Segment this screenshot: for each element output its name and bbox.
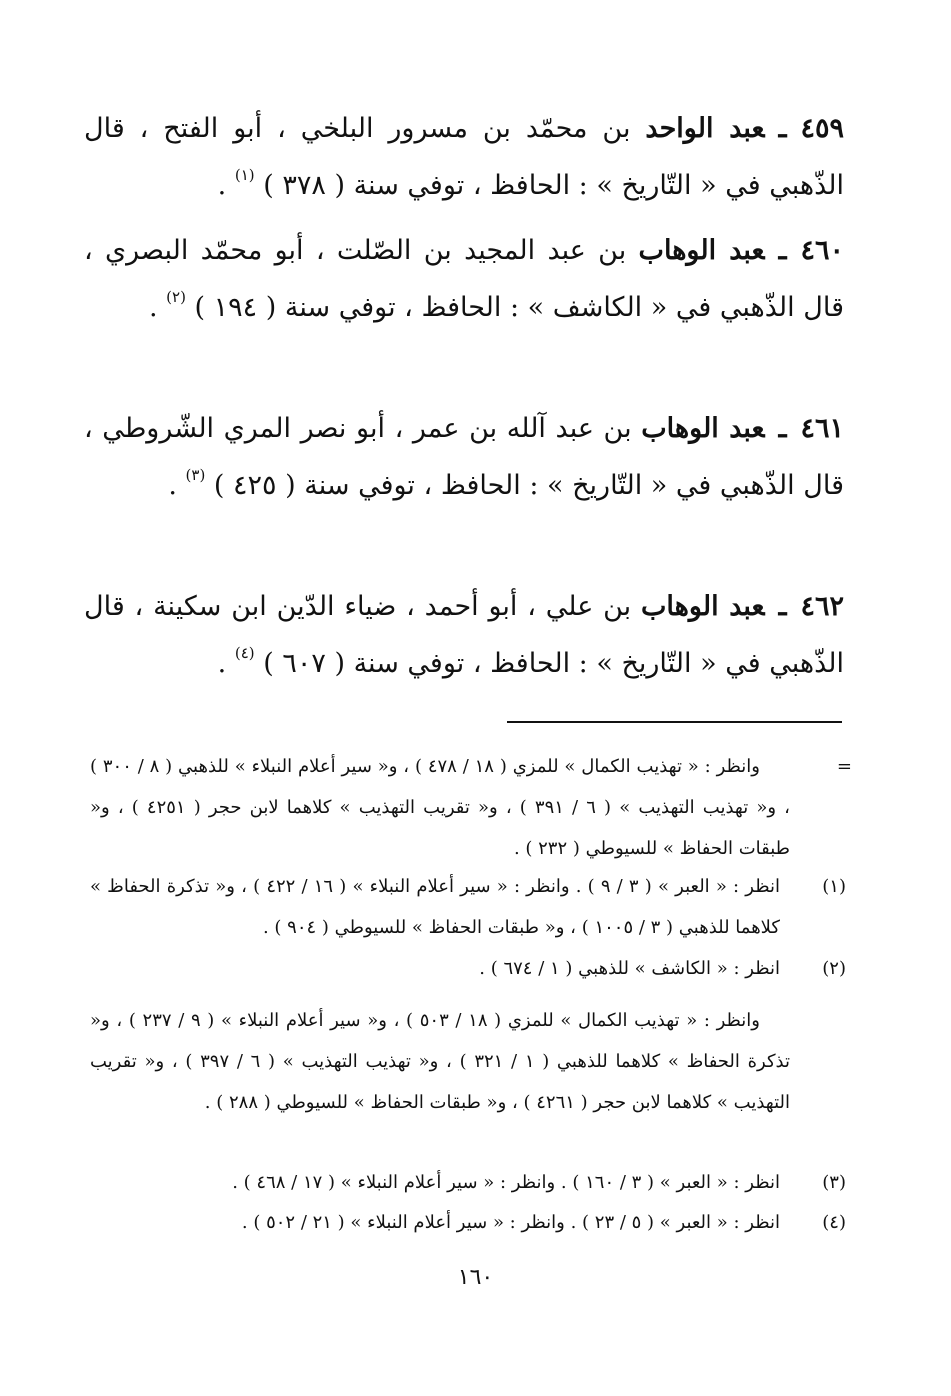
entry-dash: ـ (778, 591, 787, 622)
entry-end: . (148, 292, 158, 323)
footnote-2-continued: وانظر : « تهذيب الكمال » للمزي ( ١٨ / ٥٠٣ ) ، و« سير أعلام النبلاء » ( ٩ / ٢٣٧ ) ، و« تذكرة الحفاظ » كلاهما للذهبي ( ١ / ٣٢١ ) ، و« تهذيب التهذيب » ( ٦ / ٣٩٧ ) ، و« تقريب التهذيب » كلاهما لابن حجر ( ٤٢٦١ ) ، و« طبقات الحفاظ » للسيوطي ( ٢٨٨ ) . (90, 1010, 791, 1113)
entry-name: عبد الوهاب (638, 235, 765, 266)
footnote-label-4: (٤) (822, 1212, 846, 1233)
entry-dash: ـ (778, 113, 787, 144)
entry-text: بن علي ، أبو أحمد ، ضياء الدّين ابن سكينة ، قال الذّهبي في « التّاريخ » : الحافظ ، توفي سنة ( ٦٠٧ ) (84, 591, 844, 679)
footnote-1: انظر : « العبر » ( ٣ / ٩ ) . وانظر : « سير أعلام النبلاء » ( ١٦ / ٤٢٢ ) ، و« تذكرة الحفاظ » كلاهما للذهبي ( ٣ / ١٠٠٥ ) ، و« طبقات الحفاظ » للسيوطي ( ٩٠٤ ) . (90, 876, 780, 938)
footnote-label-1: (١) (822, 876, 846, 897)
footnote-ref[interactable]: (٤) (234, 644, 255, 662)
entry-number: ٤٦٢ (800, 591, 844, 622)
entry-459 (84, 100, 844, 214)
entry-number: ٤٦٠ (800, 235, 844, 266)
continued-marker: = (836, 756, 852, 777)
entry-dash: ـ (778, 235, 787, 266)
footnote-ref[interactable]: (١) (234, 166, 255, 184)
footnote-4: انظر : « العبر » ( ٥ / ٢٣ ) . وانظر : « سير أعلام النبلاء » ( ٢١ / ٥٠٢ ) . (241, 1212, 780, 1233)
entry-name: عبد الواحد (645, 113, 765, 144)
entry-name: عبد الوهاب (641, 413, 765, 444)
entry-461 (84, 400, 844, 514)
footnote-ref[interactable]: (٣) (185, 466, 206, 484)
footnote-3: انظر : « العبر » ( ٣ / ١٦٠ ) . وانظر : « سير أعلام النبلاء » ( ١٧ / ٤٦٨ ) . (232, 1172, 780, 1193)
entry-text: بن عبد المجيد بن الصّلت ، أبو محمّد البصري ، قال الذّهبي في « الكاشف » : الحافظ ، توفي سنة ( ١٩٤ ) (84, 235, 844, 323)
footnote-ref[interactable]: (٢) (166, 288, 186, 306)
entry-end: . (217, 170, 227, 201)
page-number: ١٦٠ (457, 1265, 494, 1290)
footnote-label-3: (٣) (822, 1172, 846, 1193)
entry-462 (84, 578, 844, 692)
entry-number: ٤٥٩ (800, 113, 844, 144)
footnote-separator (507, 721, 842, 723)
footnote-2: انظر : « الكاشف » للذهبي ( ١ / ٦٧٤ ) . (479, 958, 780, 979)
entry-dash: ـ (778, 413, 787, 444)
entry-460 (84, 222, 844, 336)
entry-end: . (217, 648, 227, 679)
entry-name: عبد الوهاب (641, 591, 765, 622)
entry-text: بن عبد آلله بن عمر ، أبو نصر المري الشّروطي ، قال الذّهبي في « التّاريخ » : الحافظ ، توفي سنة ( ٤٢٥ ) (84, 413, 844, 501)
entry-number: ٤٦١ (800, 413, 845, 444)
entry-end: . (168, 470, 177, 501)
entry-text: بن محمّد بن مسرور البلخي ، أبو الفتح ، قال الذّهبي في « التّاريخ » : الحافظ ، توفي سنة ( ٣٧٨ ) (84, 113, 844, 201)
footnote-label-2: (٢) (822, 958, 846, 979)
footnote-continued: وانظر : « تهذيب الكمال » للمزي ( ١٨ / ٤٧٨ ) ، و« سير أعلام النبلاء » للذهبي ( ٨ / ٣٠٠ ) ، و« تهذيب التهذيب » ( ٦ / ٣٩١ ) ، و« تقريب التهذيب » كلاهما لابن حجر ( ٤٢٥١ ) ، و« طبقات الحفاظ » للسيوطي ( ٢٣٢ ) . (90, 756, 790, 859)
